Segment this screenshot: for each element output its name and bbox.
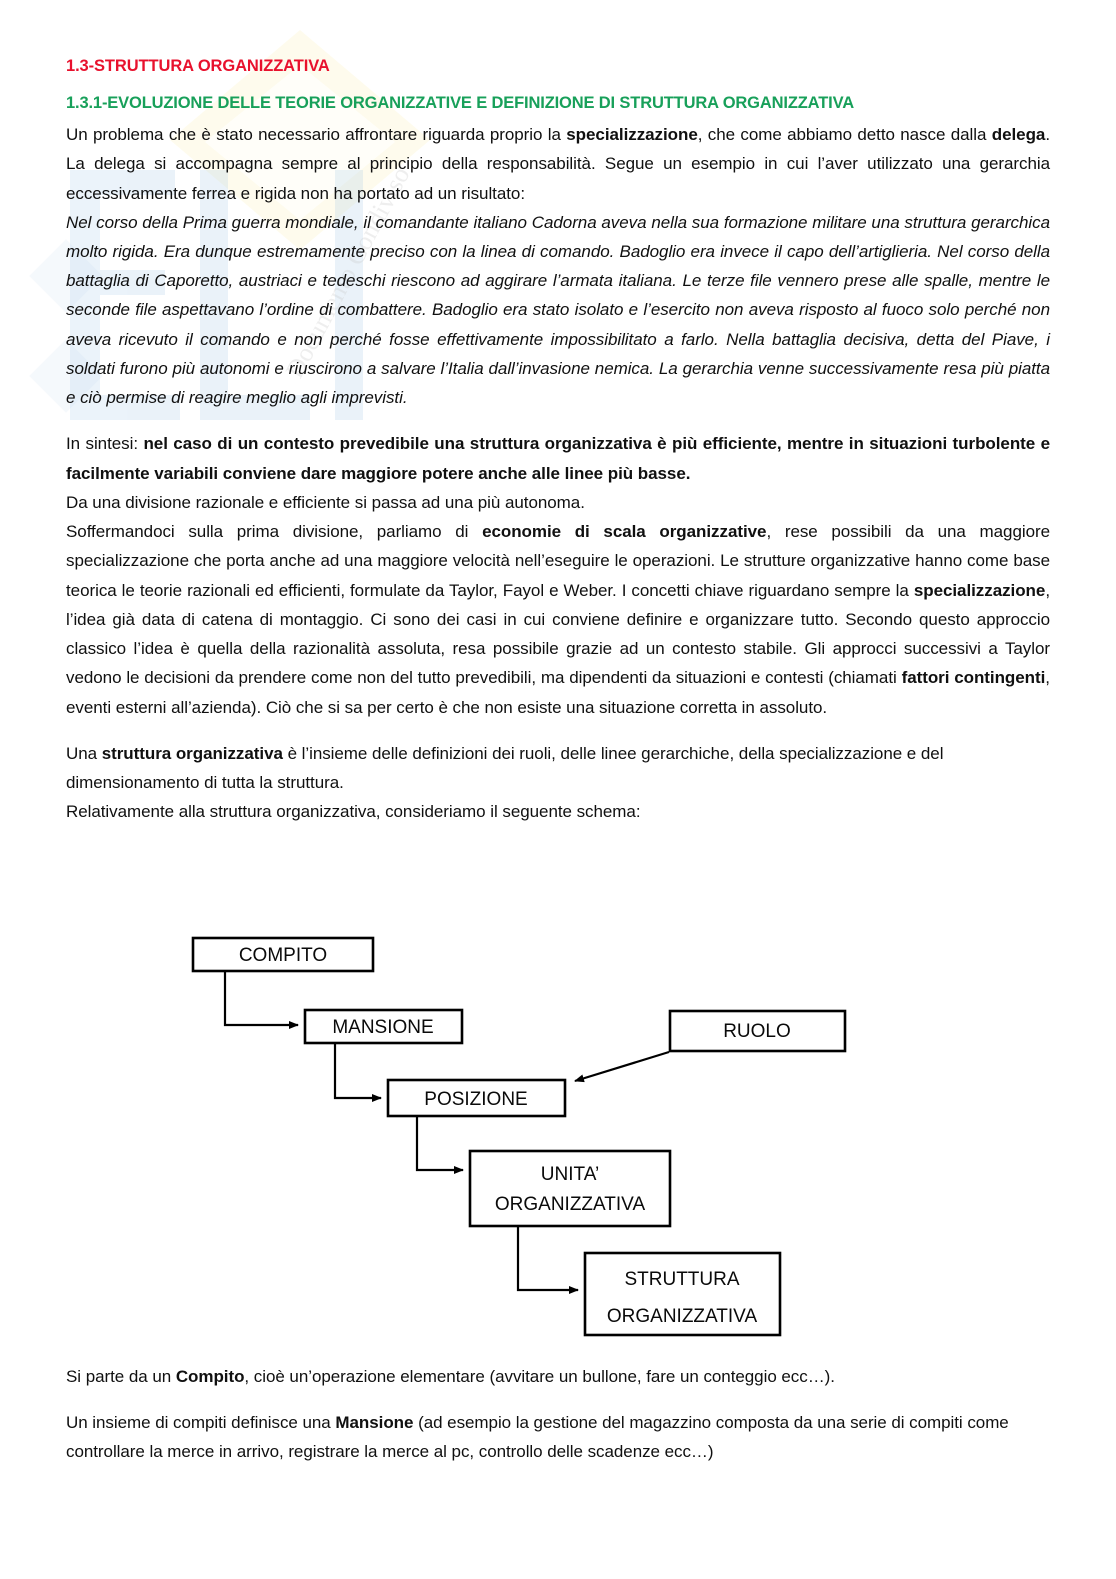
bold-struttura-organizzativa: struttura organizzativa — [101, 743, 283, 763]
bold-economie-scala: economie di scala organizzative — [482, 522, 767, 542]
text-run: (ad esempio la gestione del magazzino composta da una serie di compiti come controllare la merce in arrivo, registrare la merce al pc, controllo delle scadenze ecc…) — [66, 1413, 1009, 1462]
node-label-unita-line1: UNITA’ — [540, 1164, 600, 1185]
node-label-compito: COMPITO — [238, 945, 328, 966]
document-body-bottom — [66, 1362, 1050, 1467]
text-run: Soffermandoci sulla prima divisione, parliamo di — [66, 522, 483, 542]
diagram-node-ruolo — [670, 1011, 845, 1051]
paragraph-schema-intro: Relativamente alla struttura organizzativa, consideriamo il seguente schema: — [66, 802, 641, 822]
bold-delega: delega — [991, 125, 1046, 145]
bold-mansione: Mansione — [335, 1413, 414, 1433]
paragraph-intro — [66, 120, 1050, 208]
organizational-flow-diagram — [0, 918, 1116, 1348]
bold-specializzazione: specializzazione — [566, 125, 698, 145]
edge-ruolo-posizione — [575, 1052, 669, 1081]
node-label-posizione: POSIZIONE — [424, 1089, 528, 1110]
bold-fattori-contingenti: fattori contingenti — [901, 668, 1046, 688]
paragraph-sintesi — [66, 429, 1050, 487]
diagram-node-posizione — [388, 1080, 565, 1116]
text-run: Si parte da un — [66, 1367, 176, 1386]
edge-mansione-posizione — [335, 1044, 381, 1098]
node-label-struttura-line2: ORGANIZZATIVA — [606, 1306, 758, 1327]
edge-unita-struttura — [518, 1226, 578, 1290]
edge-compito-mansione — [225, 970, 298, 1025]
paragraph-economie — [66, 517, 1050, 722]
text-run: , cioè un’operazione elementare (avvitare un bullone, fare un conteggio ecc…). — [244, 1367, 835, 1386]
edge-posizione-unita — [417, 1116, 463, 1170]
paragraph-mansione — [66, 1408, 1050, 1466]
text-run: Una — [66, 743, 102, 763]
text-run: In sintesi: — [66, 434, 144, 454]
text-run: , l’idea già data di catena di montaggio. Ci sono dei casi in cui conviene definire e organizzare tutto. Secondo questo approccio classico l’idea è quella della razionalità assoluta, resa possibile grazie ad un contesto stabile. Gli approcci successivi a Taylor vedono le decisioni da prendere come non del tutto prevedibili, ma dipendenti da situazioni e contesti (chiamati — [66, 580, 1050, 688]
text-run: è l’insieme delle definizioni dei ruoli, delle linee gerarchiche, della specializzazione e del dimensionamento di tutta la struttura. — [66, 743, 944, 792]
text-run: . La delega si accompagna sempre al principio della responsabilità. Segue un esempio in cui l’aver utilizzato una gerarchia eccessivamente ferrea e rigida non ha portato ad un risultato: — [66, 125, 1050, 203]
bold-sintesi: nel caso di un contesto prevedibile una struttura organizzativa è più efficiente, mentre in situazioni turbolente e facilmente variabili conviene dare maggiore potere anche alle linee più basse. — [66, 434, 1050, 483]
bold-compito: Compito — [175, 1367, 245, 1386]
node-label-unita-line2: ORGANIZZATIVA — [494, 1194, 646, 1215]
paragraph-compito — [66, 1362, 1050, 1391]
document-body — [66, 56, 1050, 826]
diagram-node-unita-organizzativa — [470, 1151, 670, 1226]
bold-specializzazione-2: specializzazione — [913, 580, 1046, 600]
text-run: Un problema che è stato necessario affrontare riguarda proprio la — [66, 125, 567, 145]
paragraph-example-italic: Nel corso della Prima guerra mondiale, il comandante italiano Cadorna aveva nella sua formazione militare una struttura gerarchica molto rigida. Era dunque estremamente preciso con la linea di comando. Badoglio era invece il capo dell’artiglieria. Nel corso della battaglia di Caporetto, austriaci e tedeschi riescono ad aggirare l’armata italiana. Le terze file vennero prese alle spalle, mentre le seconde file aspettavano l’ordine di combattere. Badoglio era stato isolato e l’esercito non aveva risposto al fuoco solo perché non aveva ricevuto il comando e non perché fosse effettivamente impossibilitato a farlo. Nella battaglia decisiva, detta del Piave, i soldati furono più autonomi e riuscirono a salvare l’Italia dall’invasione nemica. La gerarchia venne successivamente resa più piatta e ciò permise di reagire meglio agli imprevisti. — [66, 212, 1050, 408]
text-run: , rese possibili da una maggiore specializzazione che porta anche ad una maggiore velocità nell’eseguire le operazioni. Le strutture organizzative hanno come base teorica le teorie razionali ed efficienti, formulate da Taylor, Fayol e Weber. I concetti chiave riguardano sempre la — [66, 522, 1050, 600]
diagram-node-mansione — [305, 1010, 462, 1043]
node-label-struttura-line1: STRUTTURA — [624, 1269, 740, 1290]
paragraph-definizione — [66, 739, 1050, 797]
text-run: Un insieme di compiti definisce una — [66, 1413, 336, 1433]
page-title: 1.3-STRUTTURA ORGANIZZATIVA — [66, 57, 330, 75]
svg-text:Documento Condiviso: Documento Condiviso — [279, 161, 416, 383]
node-label-ruolo: RUOLO — [723, 1021, 791, 1042]
text-run: , eventi esterni all’azienda). Ciò che si sa per certo è che non esiste una situazione corretta in assoluto. — [66, 668, 1050, 717]
text-run: , che come abbiamo detto nasce dalla — [697, 125, 992, 145]
diagram-node-compito — [193, 938, 373, 971]
section-heading: 1.3.1-EVOLUZIONE DELLE TEORIE ORGANIZZATIVE E DEFINIZIONE DI STRUTTURA ORGANIZZATIVA — [66, 93, 854, 112]
node-label-mansione: MANSIONE — [332, 1017, 434, 1038]
diagram-node-struttura-organizzativa — [585, 1253, 780, 1335]
paragraph-divisione: Da una divisione razionale e efficiente si passa ad una più autonoma. — [66, 492, 585, 512]
